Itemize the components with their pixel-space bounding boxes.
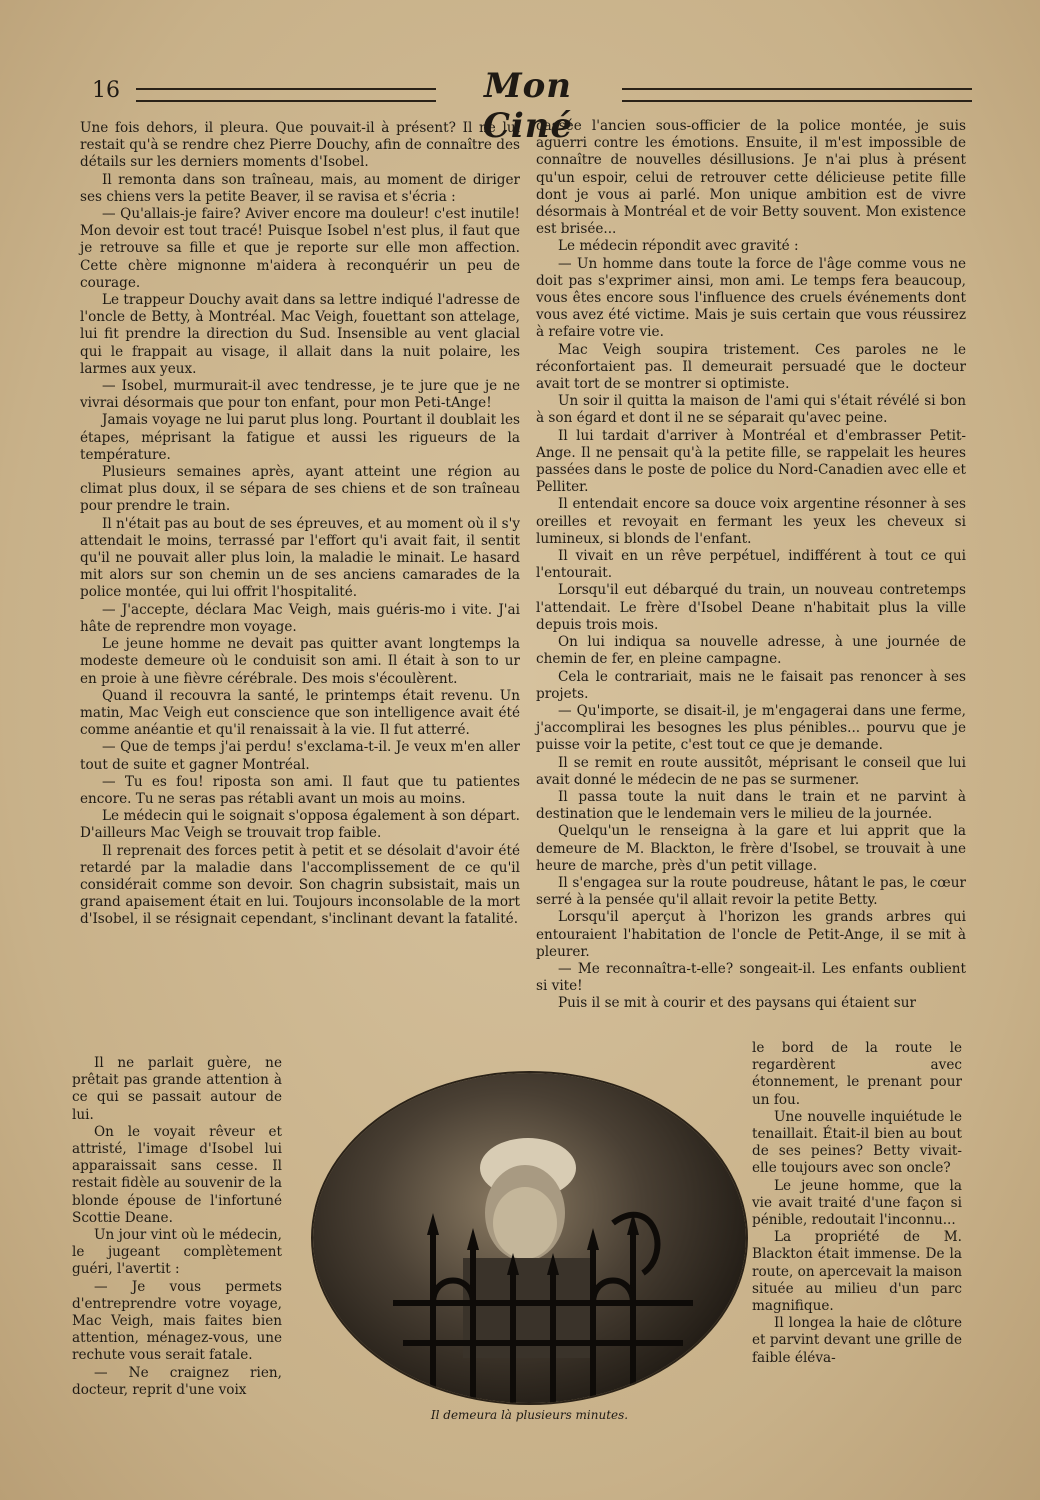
paragraph: Il ne parlait guère, ne prêtait pas grande attention à ce qui se passait autour de lui.	[72, 1055, 282, 1123]
paragraph: — Tu es fou! riposta son ami. Il faut que tu patientes encore. Tu ne seras pas rétabli avant un mois au moins.	[80, 773, 520, 807]
paragraph: Une fois dehors, il pleura. Que pouvait-il à présent? Il ne lui restait qu'à se rendre chez Pierre Douchy, afin de connaître des détails sur les derniers moments d'Isobel.	[80, 120, 520, 171]
paragraph: Quelqu'un le renseigna à la gare et lui apprit que la demeure de M. Blackton, le frère d'Isobel, se trouvait à une heure de marche, près d'un petit village.	[536, 823, 966, 874]
header-rule-right	[622, 88, 972, 102]
paragraph: Une nouvelle inquiétude le tenaillait. Était-il bien au bout de ses peines? Betty vivait-elle toujours avec son oncle?	[752, 1108, 962, 1177]
paragraph: Jamais voyage ne lui parut plus long. Pourtant il doublait les étapes, méprisant la fatigue et aussi les rigueurs de la température.	[80, 412, 520, 463]
masthead-logo: Mon Ciné	[482, 66, 574, 146]
paragraph: Mac Veigh soupira tristement. Ces paroles ne le réconfortaient pas. Il demeurait persuadé que le docteur avait tort de se montrer si optimiste.	[536, 341, 966, 393]
column-left-lower	[72, 1055, 282, 1399]
paragraph: Le jeune homme, que la vie avait traité d'une façon si pénible, redoutait l'inconnu...	[752, 1177, 962, 1229]
paragraph: Il passa toute la nuit dans le train et ne parvint à destination que le lendemain vers le milieu de la journée.	[536, 788, 966, 823]
paragraph: — Que de temps j'ai perdu! s'exclama-t-il. Je veux m'en aller tout de suite et gagner Montréal.	[80, 739, 520, 773]
paragraph: Le médecin répondit avec gravité :	[558, 238, 799, 255]
paragraph: Lorsqu'il eut débarqué du train, un nouveau contretemps l'attendait. Le frère d'Isobel Deane n'habitait plus la ville depuis trois mois.	[536, 582, 966, 633]
paragraph: — Ne craignez rien, docteur, reprit d'une voix	[72, 1364, 282, 1398]
page-header	[92, 66, 972, 146]
paragraph: — J'accepte, déclara Mac Veigh, mais guéris-mo i vite. J'ai hâte de reprendre mon voyage.	[80, 601, 520, 635]
paragraph: Un jour vint où le médecin, le jugeant complètement guéri, l'avertit :	[72, 1227, 282, 1278]
paragraph: Il lui tardait d'arriver à Montréal et d'embrasser Petit-Ange. Il ne pensait qu'à la petite fille, se rappelait les heures passées dans le poste de police du Nord-Canadien avec elle et Pelliter.	[536, 427, 966, 496]
paragraph: — Me reconnaîtra-t-elle? songeait-il. Les enfants oublient si vite!	[536, 960, 966, 995]
paragraph: Le jeune homme ne devait pas quitter avant longtemps la modeste demeure où le conduisit son ami. Il était à son to ur en proie à une fièvre cérébrale. Des mois s'écoulèrent.	[80, 636, 520, 687]
paragraph: Il s'engagea sur la route poudreuse, hâtant le pas, le cœur serré à la pensée qu'il allait revoir la petite Betty.	[536, 874, 966, 909]
paragraph: — Qu'importe, se disait-il, je m'engagerai dans une ferme, j'accomplirai les besognes les plus pénibles... pourvu que je puisse voir la petite, c'est tout ce que je demande.	[536, 702, 966, 754]
paragraph: — Un homme dans toute la force de l'âge comme vous ne doit pas s'exprimer ainsi, mon ami. Le temps fera beaucoup, vous êtes encore sous l'influence des cruels événements dont vous avez été victime. Mais je suis certain que vous réussirez à refaire votre vie.	[536, 255, 966, 341]
paragraph: Il entendait encore sa douce voix argentine résonner à ses oreilles et revoyait en fermant les yeux les cheveux si lumineux, si blonds de l'enfant.	[536, 496, 966, 547]
paragraph: Il n'était pas au bout de ses épreuves, et au moment où il s'y attendait le moins, terrassé par l'effort qu'i avait fait, il sentit qu'il ne pouvait aller plus loin, la maladie le minait. Le hasard mit alors sur son chemin un de ses anciens camarades de la police montée, qui lui offrit l'hospitalité.	[80, 515, 520, 601]
paragraph: Plusieurs semaines après, ayant atteint une région au climat plus doux, il se sépara de ses chiens et de son traîneau pour prendre le train.	[80, 464, 520, 515]
paragraph: — Isobel, murmurait-il avec tendresse, je te jure que je ne vivrai désormais que pour ton enfant, pour mon Peti-tAnge!	[80, 378, 520, 412]
paragraph: Puis il se mit à courir et des paysans qui étaient sur	[558, 995, 916, 1012]
paragraph: Il remonta dans son traîneau, mais, au moment de diriger ses chiens vers la petite Beaver, il se ravisa et s'écria :	[80, 171, 520, 205]
paragraph: Lorsqu'il aperçut à l'horizon les grands arbres qui entouraient l'habitation de l'oncle de Petit-Ange, il se mit à pleurer.	[536, 909, 966, 960]
paragraph: Le médecin qui le soignait s'opposa également à son départ. D'ailleurs Mac Veigh se trouvait trop faible.	[80, 808, 520, 842]
paragraph: Cela le contrariait, mais ne le faisait pas renoncer à ses projets.	[536, 668, 966, 702]
header-rule-left	[136, 88, 436, 102]
column-right-lower	[752, 1040, 962, 1367]
paragraph: La propriété de M. Blackton était immense. De la route, on apercevait la maison située au milieu d'un parc magnifique.	[752, 1229, 962, 1315]
column-right	[536, 118, 966, 1013]
paragraph: — Qu'allais-je faire? Aviver encore ma douleur! c'est inutile! Mon devoir est tout tracé! Puisque Isobel n'est plus, il faut que je retrouve sa fille et que je reporte sur elle mon affection. Cette chère mignonne m'aidera à reconquérir un peu de courage.	[80, 206, 520, 291]
photo-caption: Il demeura là plusieurs minutes.	[430, 1408, 629, 1422]
paragraph: On lui indiqua sa nouvelle adresse, à une journée de chemin de fer, en pleine campagne.	[536, 634, 966, 668]
paragraph: Il reprenait des forces petit à petit et se désolait d'avoir été retardé par la maladie dans l'accomplissement de ce qu'il considérait comme son devoir. Son chagrin subsistait, mais un grand apaisement était en lui. Toujours inconsolable de la mort d'Isobel, il se résignait cependant, s'inclinant devant la fatalité.	[80, 842, 520, 928]
paragraph: Il se remit en route aussitôt, méprisant le conseil que lui avait donné le médecin de ne pas se surmener.	[536, 754, 966, 788]
paragraph: le bord de la route le regardèrent avec étonnement, le prenant pour un fou.	[752, 1040, 962, 1108]
illustration-photo	[313, 1073, 746, 1403]
column-left	[80, 120, 520, 929]
paragraph: Il longea la haie de clôture et parvint devant une grille de faible éléva-	[752, 1315, 962, 1366]
paragraph: cassée l'ancien sous-officier de la police montée, je suis aguerri contre les émotions. Ensuite, il m'est impossible de connaître de nouvelles désillusions. Je n'ai plus à présent qu'un espoir, celui de retrouver cette délicieuse petite fille dont je vous ai parlé. Mon unique ambition est de vivre désormais à Montréal et de voir Betty souvent. Mon existence est brisée...	[536, 118, 966, 238]
paragraph: — Je vous permets d'entreprendre votre voyage, Mac Veigh, mais faites bien attention, ménagez-vous, une rechute vous serait fatale.	[72, 1278, 282, 1364]
paragraph: Il vivait en un rêve perpétuel, indifférent à tout ce qui l'entourait.	[536, 548, 966, 582]
paragraph: Un soir il quitta la maison de l'ami qui s'était révélé si bon à son égard et dont il ne se séparait qu'avec peine.	[536, 393, 966, 427]
paragraph: Quand il recouvra la santé, le printemps était revenu. Un matin, Mac Veigh eut conscience que son intelligence avait été comme anéantie et qu'il renaissait à la vie. Il fut atterré.	[80, 687, 520, 739]
man-behind-gate-illustration	[313, 1073, 746, 1403]
paragraph: On le voyait rêveur et attristé, l'image d'Isobel lui apparaissait sans cesse. Il restait fidèle au souvenir de la blonde épouse de l'infortuné Scottie Deane.	[72, 1123, 283, 1226]
paragraph: Le trappeur Douchy avait dans sa lettre indiqué l'adresse de l'oncle de Betty, à Montréal. Mac Veigh, fouettant son attelage, lui fit prendre la direction du Sud. Insensible au vent glacial qui le frappait au visage, il allait dans la nuit polaire, les larmes aux yeux.	[80, 292, 520, 377]
page-number: 16	[92, 78, 120, 103]
